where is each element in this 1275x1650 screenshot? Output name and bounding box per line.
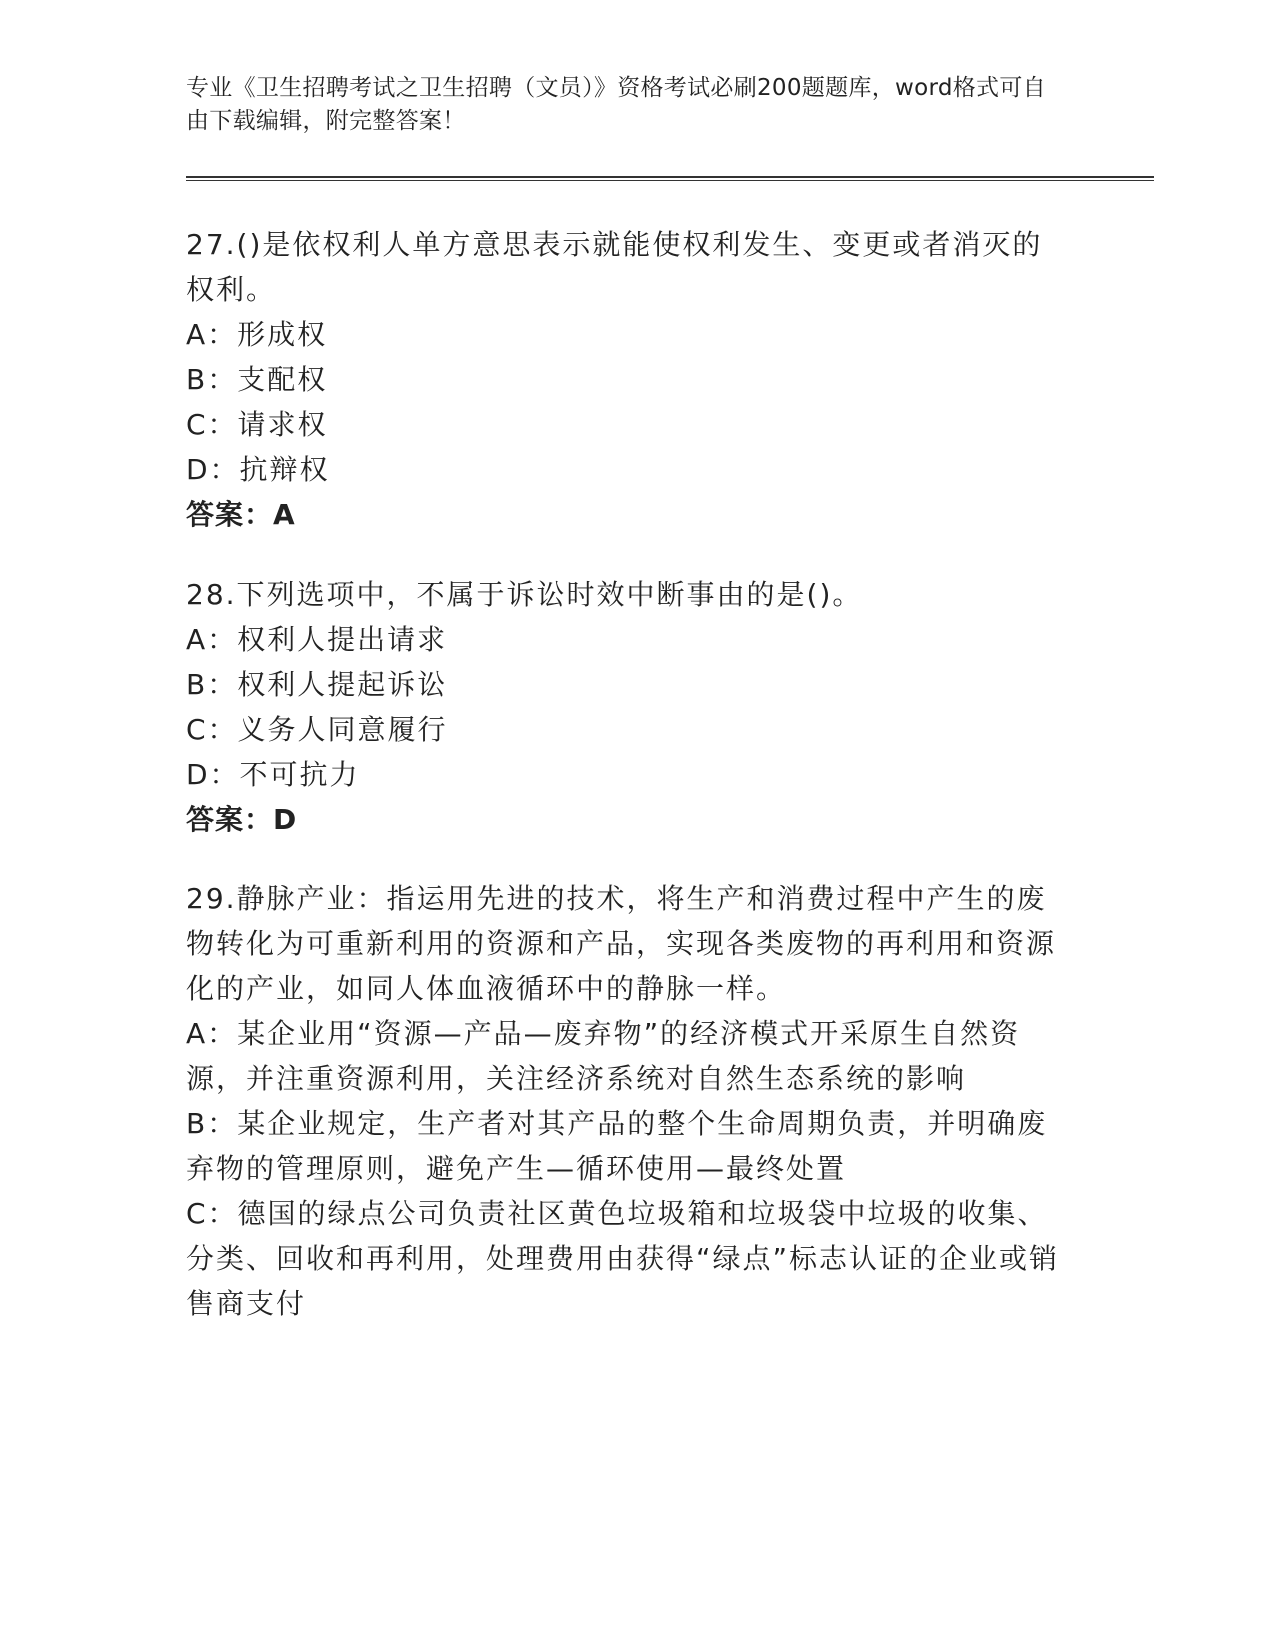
question-stem: 29.静脉产业：指运用先进的技术，将生产和消费过程中产生的废物转化为可重新利用的资源和产品，实现各类废物的再利用和资源化的产业，如同人体血液循环中的静脉一样。	[186, 882, 1057, 1005]
option-c: C：请求权	[186, 408, 328, 441]
option-b: B：支配权	[186, 363, 328, 396]
answer-text: 答案：D	[186, 803, 298, 836]
option-c: C：义务人同意履行	[186, 713, 448, 746]
question-27	[186, 222, 1066, 537]
option-c: C：德国的绿点公司负责社区黄色垃圾箱和垃圾袋中垃圾的收集、分类、回收和再利用，处理费用由获得“绿点”标志认证的企业或销售商支付	[186, 1197, 1060, 1320]
option-d: D：抗辩权	[186, 453, 330, 486]
answer-text: 答案：A	[186, 498, 296, 531]
question-29	[186, 876, 1066, 1326]
question-stem: 27.()是依权利人单方意思表示就能使权利发生、变更或者消灭的权利。	[186, 228, 1043, 306]
question-stem: 28.下列选项中，不属于诉讼时效中断事由的是()。	[186, 578, 863, 611]
option-b: B：某企业规定，生产者对其产品的整个生命周期负责，并明确废弃物的管理原则，避免产生—循环使用—最终处置	[186, 1107, 1048, 1185]
option-a: A：权利人提出请求	[186, 623, 448, 656]
question-28	[186, 572, 1066, 842]
header-divider	[186, 176, 1154, 181]
option-d: D：不可抗力	[186, 758, 360, 791]
option-a: A：形成权	[186, 318, 328, 351]
option-a: A：某企业用“资源—产品—废弃物”的经济模式开采原生自然资源，并注重资源利用，关注经济系统对自然生态系统的影响	[186, 1017, 1021, 1095]
option-b: B：权利人提起诉讼	[186, 668, 448, 701]
document-intro: 专业《卫生招聘考试之卫生招聘（文员）》资格考试必刷200题题库，word格式可自由下载编辑，附完整答案！	[186, 75, 1046, 134]
